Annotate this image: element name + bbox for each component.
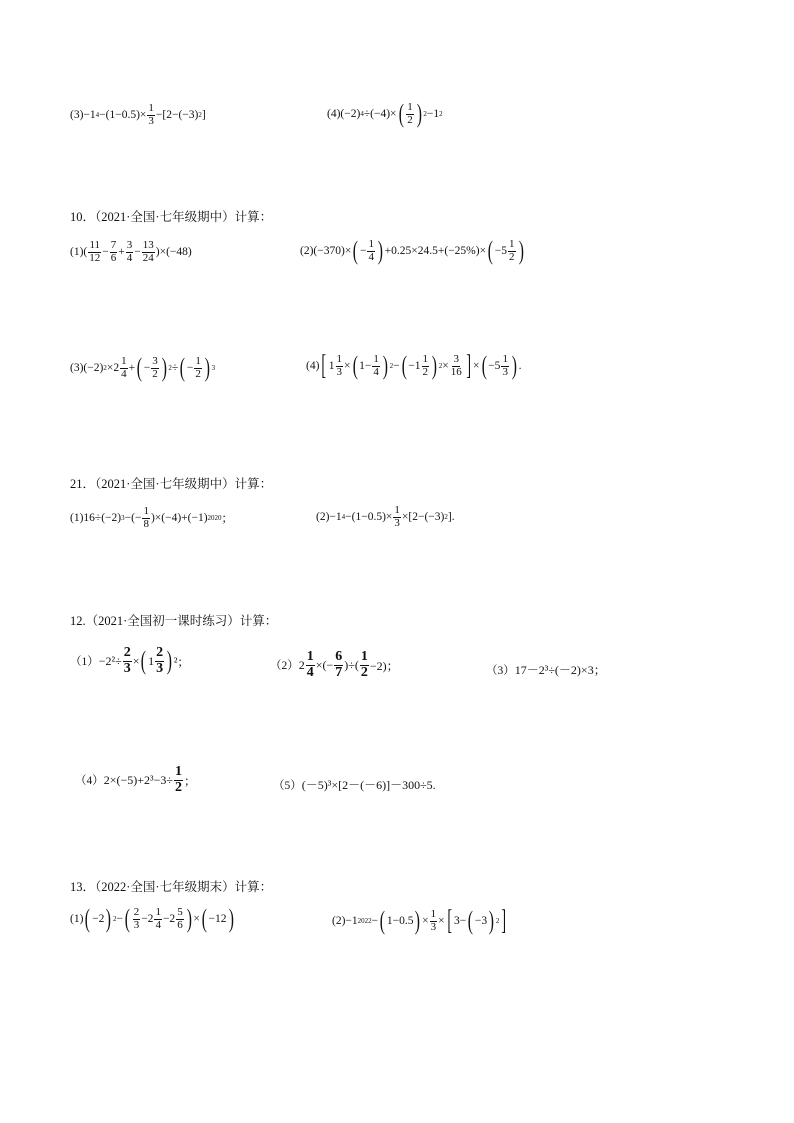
question-10-header: 10．（2021·全国·七年级期中）计算：: [70, 210, 273, 224]
q13-part-1: (1) ( −2 ) 2 − ( $\frac{2}{3}$ −2 $\frac{1}{4}$ −2 $\frac{5}{6}$ ) × ( −12 ): [70, 904, 234, 933]
prev-problem-part-4: (4) (−2) 4 ÷(−4)× ( $\frac{1}{2}$ ) 2 −1 2: [327, 99, 443, 128]
q12-part-1: （1） −2²÷ $\frac{2}{3}$ × ( 1 $\frac{2}{3}$ ) ²；: [70, 645, 190, 676]
q12-part-5: （5） (－5)³×[2－(－6)]－300÷5.: [273, 778, 436, 792]
q10-part-4: (4) [ 1 $\frac{1}{3}$ × ( 1− $\frac{1}{4}$ ) 2 − ( −1 $\frac{1}{2}$ ) 2 × $\frac{3}{16}$ ] × ( −5 $\frac{1}{3}$ ) .: [306, 350, 522, 381]
question-21-header: 21．（2021·全国·七年级期中）计算：: [70, 477, 273, 491]
q10-part-3: (3) (−2) 2 ×2 $\frac{1}{4}$ + ( − $\frac{3}{2}$ ) 2 ÷ ( − $\frac{1}{2}$ ) 3: [70, 353, 216, 382]
q21-part-2: (2) −1 4 −(1−0.5)× $\frac{1}{3}$ ×[2−(−3) 2 ].: [316, 504, 455, 529]
q10-part-2: (2) (−370)× ( − $\frac{1}{4}$ ) +0.25×24.5+(−25%)× ( −5 $\frac{1}{2}$ ): [300, 236, 524, 265]
q10-part-1: (1) ( $\frac{11}{12}$ − $\frac{7}{6}$ + $\frac{3}{4}$ − $\frac{13}{24}$ )×(−48): [70, 239, 192, 264]
q12-part-4: （4） 2×(−5)+2³−3÷ $\frac{1}{2}$ ；: [75, 764, 197, 795]
question-12-header: 12.（2021·全国初一课时练习）计算：: [70, 614, 278, 628]
q12-part-3: （3） 17－2³÷(－2)×3；: [486, 663, 606, 677]
q12-part-5-expression: (－5)³×[2－(－6)]－300÷5.: [301, 778, 436, 792]
q13-part-2: (2) −1 2022 − ( 1−0.5 ) × $\frac{1}{3}$ × [ 3− ( −3 ) 2 ]: [332, 905, 507, 936]
q12-part-2: （2） 2 $\frac{1}{4}$ ×(− $\frac{6}{7}$ )÷( $\frac{1}{2}$ −2)；: [270, 649, 399, 680]
prev-problem-part-3: (3) −1 4 −(1−0.5)× $\frac{1}{3}$ −[2−(−3) 2 ]: [70, 102, 206, 127]
q21-part-1: (1) 16÷(−2) 3 −(− $\frac{1}{8}$ )×(−4)+(−1) 2020 ；: [70, 505, 234, 530]
q12-part-3-expression: 17－2³÷(－2)×3；: [514, 663, 606, 677]
question-13-header: 13．（2022·全国·七年级期末）计算：: [70, 880, 273, 894]
